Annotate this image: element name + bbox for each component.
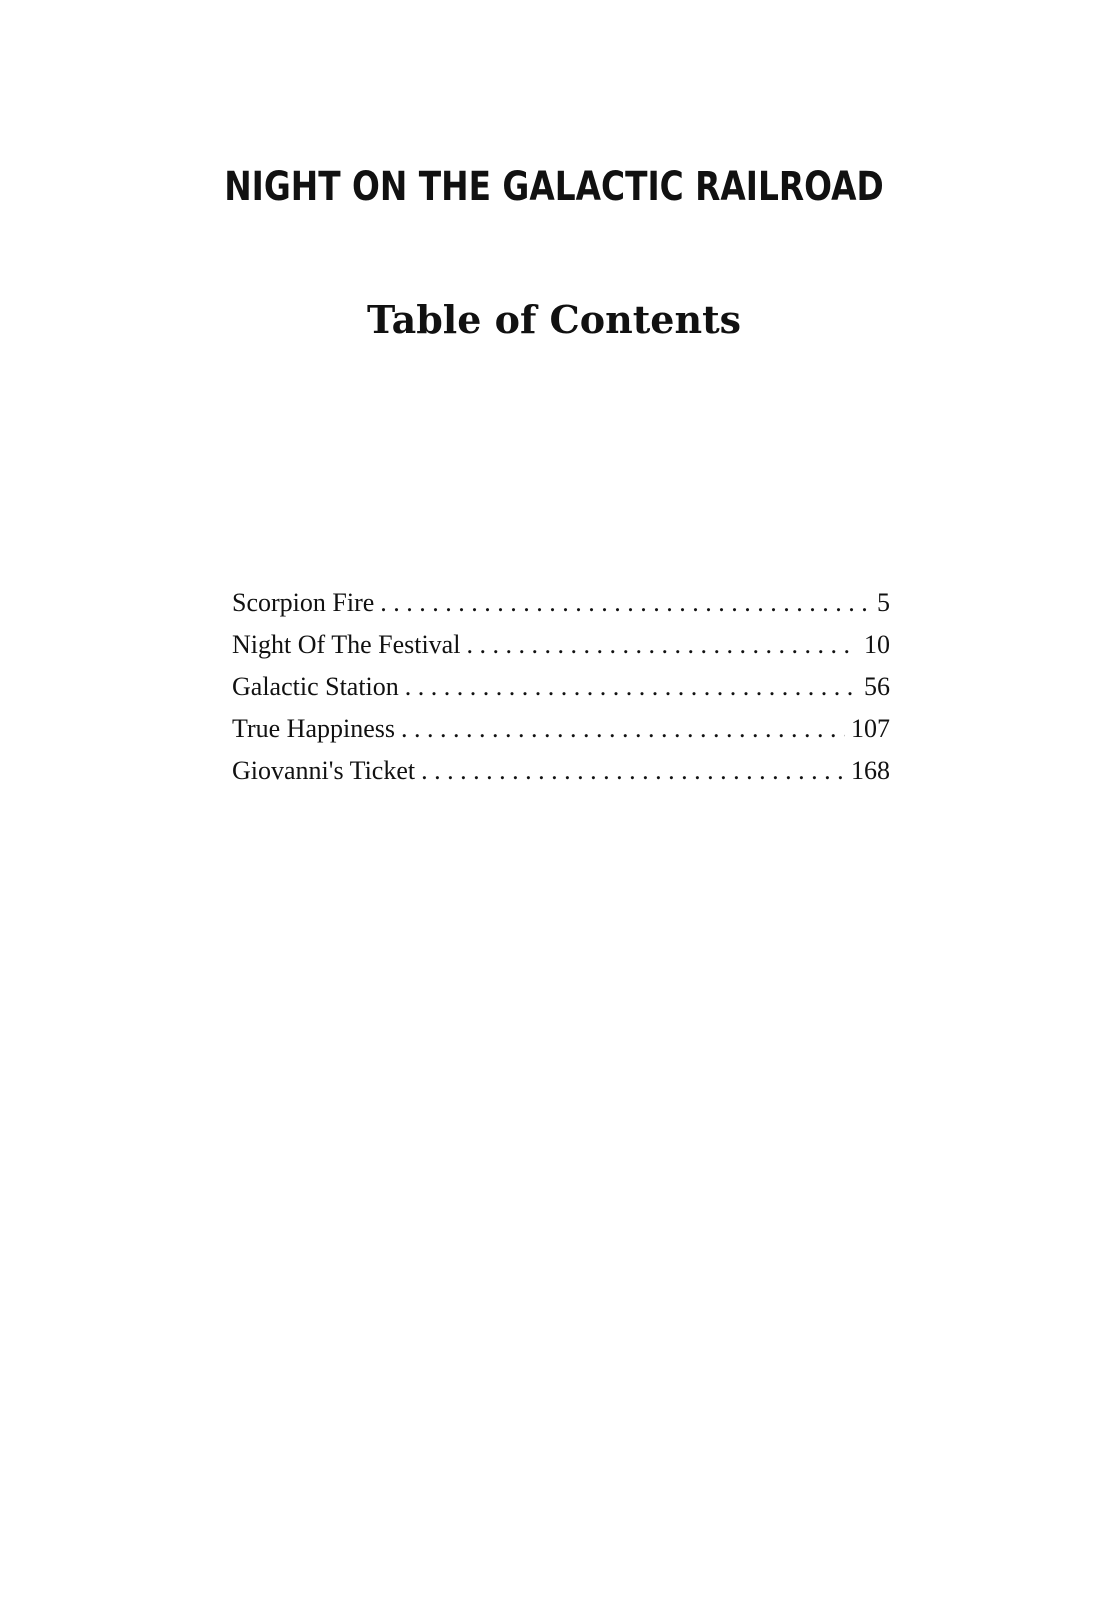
dot-leader [405, 666, 858, 708]
toc-entry-title: Scorpion Fire [232, 588, 375, 617]
toc-entry-title: True Happiness [232, 714, 395, 743]
toc-entry [232, 750, 890, 792]
dot-leader [380, 582, 871, 624]
toc-heading: Table of Contents [366, 297, 742, 342]
toc-entry-page: 107 [851, 714, 890, 743]
toc-entry-page: 5 [877, 588, 890, 617]
toc-entry-title: Giovanni's Ticket [232, 756, 416, 785]
toc-entry [232, 582, 890, 624]
toc-entry-title: Galactic Station [232, 672, 399, 701]
toc-entry-page: 56 [864, 672, 890, 701]
toc-entry-title: Night Of The Festival [232, 630, 461, 659]
toc-entry [232, 666, 890, 708]
dot-leader [401, 708, 845, 750]
toc-entry-page: 168 [851, 756, 890, 785]
toc-entry [232, 624, 890, 666]
toc-entry-page: 10 [864, 630, 890, 659]
toc-entry [232, 708, 890, 750]
dot-leader [466, 624, 858, 666]
dot-leader [421, 750, 845, 792]
table-of-contents [232, 582, 890, 792]
book-title: NIGHT ON THE GALACTIC RAILROAD [224, 164, 884, 210]
